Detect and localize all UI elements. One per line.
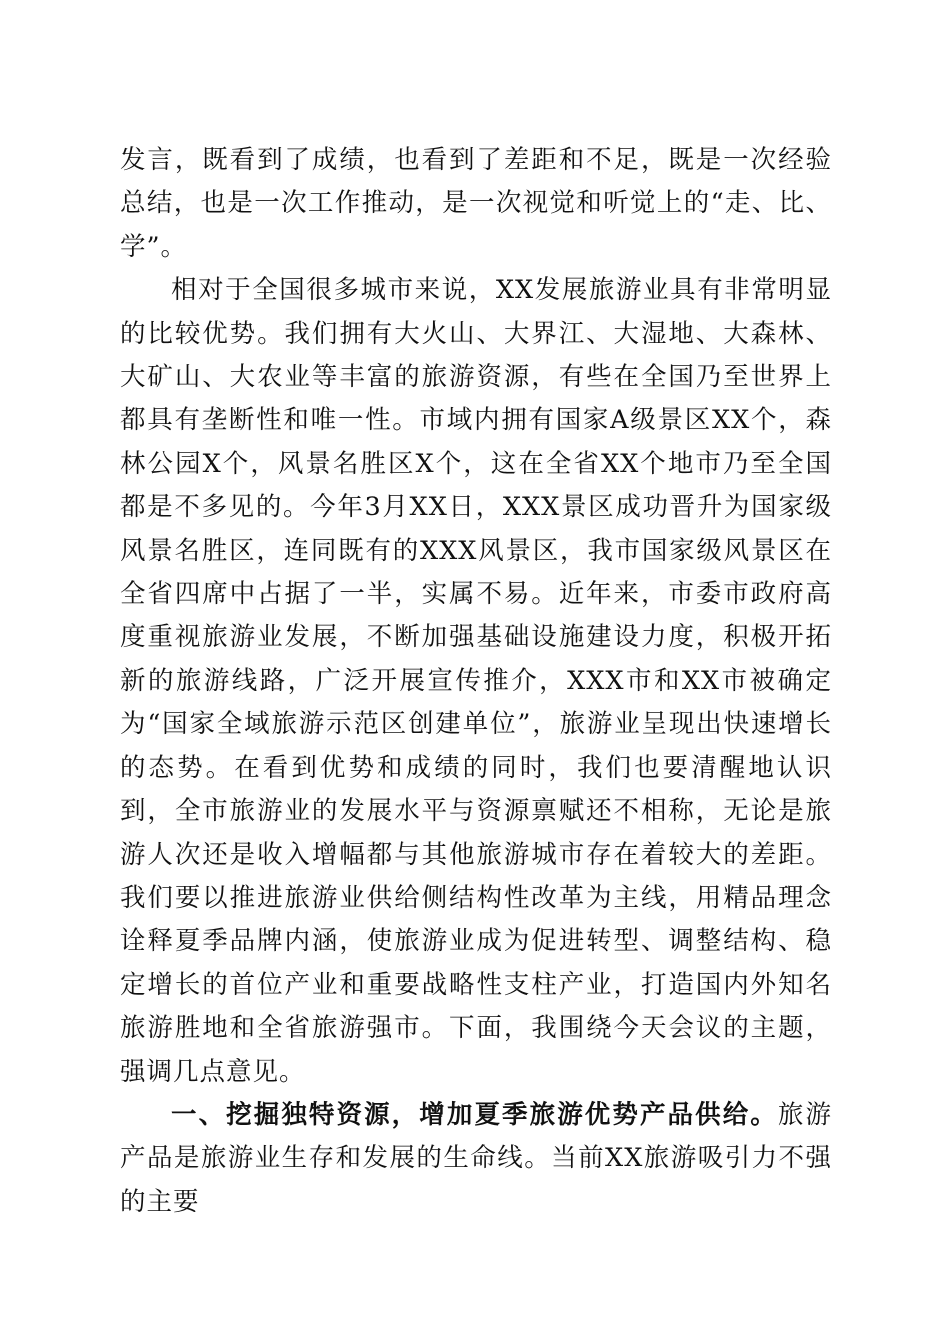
document-body xyxy=(120,139,832,1224)
paragraph-section-one xyxy=(120,1094,832,1224)
paragraph-continuation: 发言，既看到了成绩，也看到了差距和不足，既是一次经验总结，也是一次工作推动，是一次视觉和听觉上的“走、比、学”。 xyxy=(120,145,832,262)
section-one-body-text: 旅游产品是旅游业生存和发展的生命线。当前XX旅游吸引力不强的主要 xyxy=(120,1099,832,1217)
paragraph-tourism-advantages: 相对于全国很多城市来说，XX发展旅游业具有非常明显的比较优势。我们拥有大火山、大界江、大湿地、大森林、大矿山、大农业等丰富的旅游资源，有些在全国乃至世界上都具有垄断性和唯一性。市域内拥有国家A级景区XX个，森林公园X个，风景名胜区X个，这在全省XX个地市乃至全国都是不多见的。今年3月XX日，XXX景区成功晋升为国家级风景名胜区，连同既有的XXX风景区，我市国家级风景区在全省四席中占据了一半，实属不易。近年来，市委市政府高度重视旅游业发展，不断加强基础设施建设力度，积极开拓新的旅游线路，广泛开展宣传推介，XXX市和XX市被确定为“国家全域旅游示范区创建单位”，旅游业呈现出快速增长的态势。在看到优势和成绩的同时，我们也要清醒地认识到，全市旅游业的发展水平与资源禀赋还不相称，无论是旅游人次还是收入增幅都与其他旅游城市存在着较大的差距。我们要以推进旅游业供给侧结构性改革为主线，用精品理念诠释夏季品牌内涵，使旅游业成为促进转型、调整结构、稳定增长的首位产业和重要战略性支柱产业，打造国内外知名旅游胜地和全省旅游强市。下面，我围绕今天会议的主题，强调几点意见。 xyxy=(120,275,832,1087)
section-heading-one: 一、挖掘独特资源，增加夏季旅游优势产品供给。 xyxy=(171,1099,778,1130)
